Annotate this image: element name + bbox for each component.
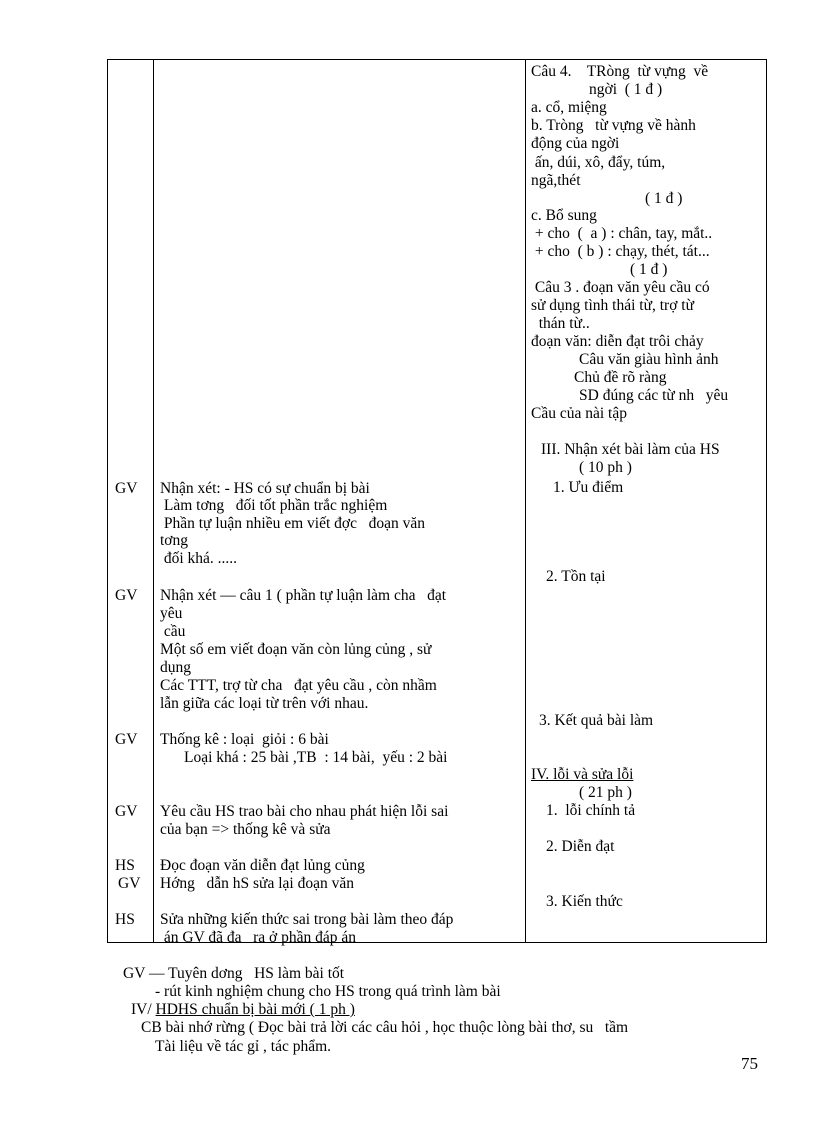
text-line: đối khá. .....	[160, 550, 238, 567]
text-line: sử dụng tình thái từ, trợ từ	[531, 297, 694, 314]
text-line: Yêu cầu HS trao bài cho nhau phát hiện lỗi sai	[160, 803, 449, 820]
text-line: ngời ( 1 đ )	[589, 81, 663, 98]
text-line: Phần tự luận nhiều em viết đợc đoạn văn	[160, 515, 425, 532]
role-label: GV	[115, 803, 138, 820]
text-line: - rút kinh nghiệm chung cho HS trong quá trình làm bài	[155, 983, 501, 1000]
role-label: HS	[115, 857, 135, 874]
text-line: Câu văn giàu hình ảnh	[579, 351, 719, 368]
text-line: 2. Tồn tại	[546, 568, 606, 585]
text-line: ( 1 đ )	[630, 261, 668, 278]
role-label: HS	[115, 911, 135, 928]
text-line: động của ngời	[531, 135, 620, 152]
text-line: 2. Diễn đạt	[546, 838, 615, 855]
text-line: ( 21 ph )	[579, 784, 632, 801]
section-heading	[131, 1001, 355, 1018]
text-line: CB bài nhớ rừng ( Đọc bài trả lời các câu hỏi , học thuộc lòng bài thơ, su tầm	[141, 1019, 629, 1036]
text-line: Thống kê : loại giỏi : 6 bài	[160, 731, 329, 748]
column-divider-1	[153, 60, 154, 942]
text-line: c. Bổ sung	[531, 207, 597, 224]
text-line: yêu	[160, 605, 183, 622]
role-label: GV	[115, 731, 138, 748]
text-line: ( 10 ph )	[579, 459, 632, 476]
text-line: Tài liệu về tác gỉ , tác phẩm.	[155, 1038, 332, 1055]
text-line: án GV đã đa ra ở phần đáp án	[160, 929, 356, 946]
text-line: Làm tơng đối tốt phần trắc nghiệm	[160, 497, 388, 514]
section-heading: III. Nhận xét bài làm của HS	[541, 441, 720, 458]
role-label: GV	[115, 587, 138, 604]
text-line: Nhận xét — câu 1 ( phần tự luận làm cha đạt	[160, 587, 447, 604]
text-line: + cho ( a ) : chân, tay, mắt..	[531, 225, 713, 242]
text-line: Chủ đề rõ ràng	[574, 369, 667, 386]
text-line: lẫn giữa các loại từ trên với nhau.	[160, 695, 369, 712]
text-line: Các TTT, trợ từ cha đạt yêu cầu , còn nhầm	[160, 677, 437, 694]
text-line: dụng	[160, 659, 191, 676]
text-line: tơng	[160, 532, 189, 549]
text-line: ( 1 đ )	[645, 190, 683, 207]
page-number: 75	[741, 1054, 758, 1073]
text-line: Hớng dẫn hS sửa lại đoạn văn	[160, 875, 354, 892]
section-heading: IV. lỗi và sửa lỗi	[531, 766, 634, 783]
text-line: cầu	[160, 623, 186, 640]
text-line: của bạn => thống kê và sửa	[160, 821, 331, 838]
text-line: b. Tròng từ vựng về hành	[531, 117, 696, 134]
role-label: GV	[115, 480, 138, 497]
text-line: đoạn văn: diễn đạt trôi chảy	[531, 333, 704, 350]
text-line: Nhận xét: - HS có sự chuẩn bị bài	[160, 480, 370, 497]
text-line: ấn, dúi, xô, đẩy, túm,	[531, 154, 666, 171]
text-line: SD đúng các từ nh yêu	[579, 387, 729, 404]
role-label: GV	[118, 875, 141, 892]
text-line: Đọc đoạn văn diễn đạt lủng củng	[160, 857, 365, 874]
text-line: 1. Ưu điểm	[553, 479, 624, 496]
text-line: + cho ( b ) : chạy, thét, tát...	[531, 243, 710, 260]
text-line: Sửa những kiến thức sai trong bài làm theo đáp	[160, 911, 454, 928]
text-line: 3. Kiến thức	[546, 893, 623, 910]
text-line: GV — Tuyên dơng HS làm bài tốt	[123, 965, 345, 982]
column-divider-2	[525, 60, 526, 942]
text-line: Cầu của nài tập	[531, 405, 627, 422]
text-line: Câu 3 . đoạn văn yêu cầu có	[531, 279, 710, 296]
text-line: a. cổ, miệng	[531, 99, 607, 116]
text-line: Câu 4. TRòng từ vựng về	[531, 63, 709, 80]
text-line: ngã,thét	[531, 172, 581, 189]
heading-prefix: IV/	[131, 1001, 156, 1018]
text-line: thán từ..	[531, 315, 590, 332]
text-line: Một số em viết đoạn văn còn lủng củng , sử	[160, 641, 432, 658]
text-line: Loại khá : 25 bài ,TB : 14 bài, yếu : 2 bài	[184, 749, 448, 766]
text-line: 3. Kết quả bài làm	[539, 712, 654, 729]
heading-underlined: HDHS chuẩn bị bài mới ( 1 ph )	[155, 1001, 355, 1018]
text-line: 1. lỗi chính tả	[546, 802, 636, 819]
